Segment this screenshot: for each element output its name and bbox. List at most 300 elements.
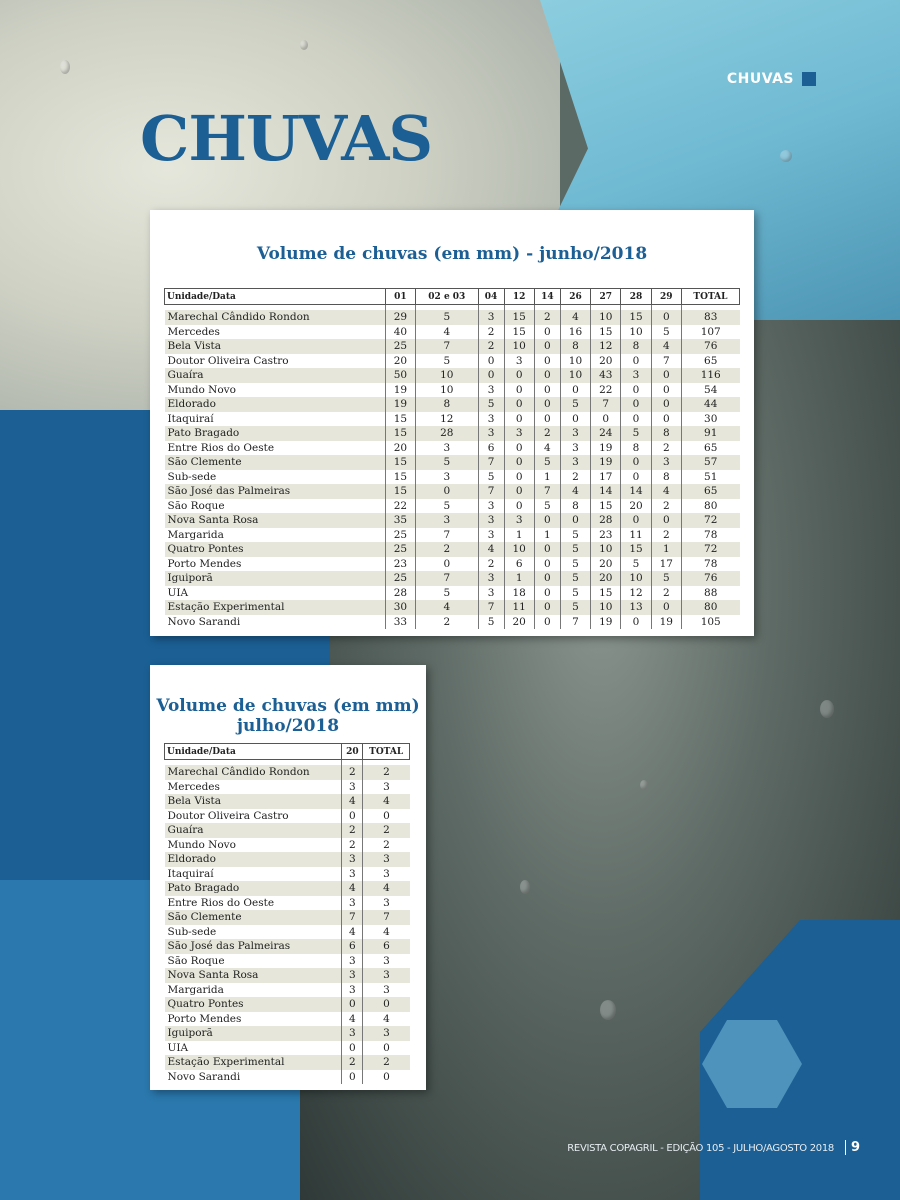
value-cell: 4 (342, 925, 363, 940)
table-row (165, 954, 410, 969)
value-cell: 2 (651, 441, 681, 456)
value-cell: 116 (681, 368, 739, 383)
footer-publication: REVISTA COPAGRIL - EDIÇÃO 105 - JULHO/AGOSTO 2018 (567, 1143, 834, 1154)
value-cell: 16 (560, 325, 590, 340)
value-cell: 15 (504, 325, 534, 340)
value-cell: 6 (363, 939, 410, 954)
unit-name-cell: São José das Palmeiras (165, 484, 386, 499)
table-row (165, 339, 740, 354)
value-cell: 40 (385, 325, 415, 340)
value-cell: 0 (504, 368, 534, 383)
table-row (165, 925, 410, 940)
value-cell: 2 (416, 615, 478, 630)
value-cell: 5 (651, 325, 681, 340)
value-cell: 3 (560, 455, 590, 470)
unit-name-cell: Mercedes (165, 780, 342, 795)
table-row (165, 383, 740, 398)
value-cell: 2 (478, 339, 504, 354)
value-cell: 2 (651, 499, 681, 514)
value-cell: 17 (651, 557, 681, 572)
value-cell: 3 (504, 354, 534, 369)
table-row (165, 528, 740, 543)
value-cell: 3 (651, 455, 681, 470)
unit-name-cell: Bela Vista (165, 339, 386, 354)
raindrop-decoration (60, 60, 70, 74)
value-cell: 7 (534, 484, 560, 499)
value-cell: 8 (621, 441, 651, 456)
value-cell: 30 (385, 600, 415, 615)
table-row (165, 1055, 410, 1070)
value-cell: 0 (621, 354, 651, 369)
table-row (165, 838, 410, 853)
value-cell: 13 (621, 600, 651, 615)
column-header: 27 (591, 289, 621, 305)
value-cell: 5 (534, 455, 560, 470)
july-table-title (150, 696, 426, 736)
value-cell: 5 (560, 571, 590, 586)
value-cell: 4 (416, 600, 478, 615)
table-row (165, 513, 740, 528)
unit-name-cell: Entre Rios do Oeste (165, 441, 386, 456)
table-row (165, 368, 740, 383)
value-cell: 10 (591, 542, 621, 557)
value-cell: 83 (681, 310, 739, 325)
unit-name-cell: Nova Santa Rosa (165, 968, 342, 983)
value-cell: 105 (681, 615, 739, 630)
unit-name-cell: São Clemente (165, 455, 386, 470)
value-cell: 0 (560, 383, 590, 398)
value-cell: 3 (363, 896, 410, 911)
unit-name-cell: Itaquiraí (165, 412, 386, 427)
table-row (165, 794, 410, 809)
column-header: 29 (651, 289, 681, 305)
value-cell: 4 (363, 925, 410, 940)
column-header: 26 (560, 289, 590, 305)
value-cell: 17 (591, 470, 621, 485)
table-body (165, 305, 740, 630)
value-cell: 0 (621, 470, 651, 485)
unit-name-cell: Margarida (165, 983, 342, 998)
value-cell: 5 (651, 571, 681, 586)
value-cell: 4 (363, 794, 410, 809)
value-cell: 0 (504, 397, 534, 412)
table-row (165, 615, 740, 630)
column-header: 20 (342, 744, 363, 760)
value-cell: 0 (534, 513, 560, 528)
value-cell: 29 (385, 310, 415, 325)
table-header-row (165, 289, 740, 305)
value-cell: 5 (416, 455, 478, 470)
unit-name-cell: Novo Sarandi (165, 615, 386, 630)
unit-name-cell: Estação Experimental (165, 600, 386, 615)
unit-name-cell: Marechal Cândido Rondon (165, 310, 386, 325)
value-cell: 20 (591, 557, 621, 572)
unit-name-cell: Doutor Oliveira Castro (165, 354, 386, 369)
column-header: 28 (621, 289, 651, 305)
value-cell: 25 (385, 542, 415, 557)
value-cell: 0 (534, 368, 560, 383)
value-cell: 19 (591, 615, 621, 630)
value-cell: 0 (651, 513, 681, 528)
value-cell: 0 (342, 1041, 363, 1056)
table-row (165, 426, 740, 441)
table-row (165, 325, 740, 340)
value-cell: 2 (651, 586, 681, 601)
value-cell: 12 (621, 586, 651, 601)
value-cell: 25 (385, 528, 415, 543)
value-cell: 3 (478, 571, 504, 586)
value-cell: 0 (651, 397, 681, 412)
value-cell: 3 (363, 867, 410, 882)
value-cell: 25 (385, 339, 415, 354)
value-cell: 20 (504, 615, 534, 630)
value-cell: 5 (478, 397, 504, 412)
unit-name-cell: Porto Mendes (165, 1012, 342, 1027)
value-cell: 5 (621, 557, 651, 572)
value-cell: 33 (385, 615, 415, 630)
value-cell: 3 (416, 513, 478, 528)
value-cell: 8 (651, 470, 681, 485)
unit-name-cell: Nova Santa Rosa (165, 513, 386, 528)
value-cell: 2 (478, 557, 504, 572)
value-cell: 78 (681, 557, 739, 572)
value-cell: 0 (621, 412, 651, 427)
table-row (165, 542, 740, 557)
unit-name-cell: UIA (165, 586, 386, 601)
value-cell: 15 (385, 484, 415, 499)
value-cell: 4 (416, 325, 478, 340)
table-row (165, 586, 740, 601)
unit-name-cell: São José das Palmeiras (165, 939, 342, 954)
value-cell: 0 (621, 383, 651, 398)
value-cell: 15 (385, 426, 415, 441)
value-cell: 0 (504, 441, 534, 456)
value-cell: 7 (478, 484, 504, 499)
value-cell: 12 (591, 339, 621, 354)
value-cell: 0 (478, 368, 504, 383)
value-cell: 23 (591, 528, 621, 543)
value-cell: 3 (342, 1026, 363, 1041)
value-cell: 0 (534, 412, 560, 427)
value-cell: 0 (504, 484, 534, 499)
value-cell: 0 (363, 809, 410, 824)
value-cell: 11 (621, 528, 651, 543)
raindrop-decoration (640, 780, 648, 790)
value-cell: 18 (504, 586, 534, 601)
june-rainfall-table (164, 288, 740, 629)
value-cell: 10 (416, 383, 478, 398)
table-row (165, 441, 740, 456)
value-cell: 1 (504, 528, 534, 543)
value-cell: 3 (342, 867, 363, 882)
value-cell: 10 (591, 600, 621, 615)
value-cell: 0 (651, 600, 681, 615)
table-row (165, 852, 410, 867)
value-cell: 50 (385, 368, 415, 383)
value-cell: 10 (504, 339, 534, 354)
table-row (165, 881, 410, 896)
value-cell: 7 (363, 910, 410, 925)
unit-name-cell: Iguiporã (165, 1026, 342, 1041)
value-cell: 4 (342, 881, 363, 896)
value-cell: 0 (534, 542, 560, 557)
table-row (165, 571, 740, 586)
value-cell: 3 (342, 968, 363, 983)
unit-name-cell: Bela Vista (165, 794, 342, 809)
value-cell: 0 (504, 412, 534, 427)
square-icon (802, 72, 816, 86)
table-row (165, 557, 740, 572)
value-cell: 4 (342, 1012, 363, 1027)
value-cell: 10 (560, 354, 590, 369)
value-cell: 0 (342, 997, 363, 1012)
table-row (165, 1026, 410, 1041)
value-cell: 20 (591, 571, 621, 586)
value-cell: 4 (534, 441, 560, 456)
raindrop-decoration (820, 700, 834, 718)
table-row (165, 412, 740, 427)
value-cell: 2 (342, 1055, 363, 1070)
unit-name-cell: Quatro Pontes (165, 997, 342, 1012)
value-cell: 10 (621, 571, 651, 586)
value-cell: 3 (478, 412, 504, 427)
value-cell: 2 (342, 823, 363, 838)
value-cell: 51 (681, 470, 739, 485)
value-cell: 3 (478, 383, 504, 398)
value-cell: 4 (651, 484, 681, 499)
value-cell: 76 (681, 571, 739, 586)
value-cell: 5 (416, 586, 478, 601)
unit-name-cell: Margarida (165, 528, 386, 543)
value-cell: 1 (534, 470, 560, 485)
value-cell: 3 (478, 513, 504, 528)
value-cell: 2 (560, 470, 590, 485)
value-cell: 65 (681, 441, 739, 456)
value-cell: 7 (651, 354, 681, 369)
value-cell: 14 (591, 484, 621, 499)
value-cell: 2 (534, 310, 560, 325)
value-cell: 35 (385, 513, 415, 528)
value-cell: 0 (504, 455, 534, 470)
value-cell: 28 (591, 513, 621, 528)
value-cell: 19 (651, 615, 681, 630)
unit-name-cell: Itaquiraí (165, 867, 342, 882)
table-row (165, 1070, 410, 1085)
unit-name-cell: Entre Rios do Oeste (165, 896, 342, 911)
value-cell: 0 (534, 557, 560, 572)
column-header: TOTAL (363, 744, 410, 760)
table-row (165, 1041, 410, 1056)
value-cell: 3 (416, 470, 478, 485)
value-cell: 0 (560, 412, 590, 427)
value-cell: 65 (681, 354, 739, 369)
value-cell: 3 (363, 852, 410, 867)
value-cell: 0 (504, 499, 534, 514)
value-cell: 5 (416, 310, 478, 325)
value-cell: 12 (416, 412, 478, 427)
value-cell: 3 (342, 954, 363, 969)
value-cell: 7 (342, 910, 363, 925)
value-cell: 15 (591, 499, 621, 514)
value-cell: 3 (342, 896, 363, 911)
table-row (165, 983, 410, 998)
value-cell: 3 (342, 983, 363, 998)
value-cell: 4 (363, 881, 410, 896)
unit-name-cell: Porto Mendes (165, 557, 386, 572)
value-cell: 10 (416, 368, 478, 383)
unit-name-cell: UIA (165, 1041, 342, 1056)
value-cell: 5 (560, 586, 590, 601)
value-cell: 3 (478, 528, 504, 543)
table-row (165, 765, 410, 780)
raindrop-decoration (780, 150, 792, 162)
value-cell: 22 (385, 499, 415, 514)
value-cell: 20 (385, 354, 415, 369)
value-cell: 3 (416, 441, 478, 456)
value-cell: 5 (478, 615, 504, 630)
unit-name-cell: Eldorado (165, 397, 386, 412)
value-cell: 15 (385, 470, 415, 485)
value-cell: 20 (621, 499, 651, 514)
value-cell: 1 (651, 542, 681, 557)
value-cell: 3 (478, 310, 504, 325)
value-cell: 3 (363, 954, 410, 969)
column-header: Unidade/Data (165, 744, 342, 760)
value-cell: 15 (621, 542, 651, 557)
value-cell: 0 (651, 368, 681, 383)
value-cell: 72 (681, 542, 739, 557)
value-cell: 0 (363, 1070, 410, 1085)
value-cell: 28 (385, 586, 415, 601)
value-cell: 15 (591, 325, 621, 340)
table-row (165, 397, 740, 412)
value-cell: 72 (681, 513, 739, 528)
value-cell: 0 (651, 412, 681, 427)
july-rainfall-card (150, 665, 426, 1090)
unit-name-cell: Quatro Pontes (165, 542, 386, 557)
value-cell: 80 (681, 499, 739, 514)
value-cell: 54 (681, 383, 739, 398)
unit-name-cell: São Roque (165, 499, 386, 514)
unit-name-cell: São Roque (165, 954, 342, 969)
column-header: 12 (504, 289, 534, 305)
value-cell: 25 (385, 571, 415, 586)
value-cell: 0 (621, 397, 651, 412)
value-cell: 0 (534, 354, 560, 369)
value-cell: 15 (385, 412, 415, 427)
value-cell: 0 (534, 383, 560, 398)
value-cell: 2 (478, 325, 504, 340)
value-cell: 5 (560, 557, 590, 572)
table-row (165, 470, 740, 485)
unit-name-cell: Novo Sarandi (165, 1070, 342, 1085)
value-cell: 0 (363, 1041, 410, 1056)
value-cell: 24 (591, 426, 621, 441)
table-row (165, 809, 410, 824)
value-cell: 3 (478, 586, 504, 601)
raindrop-decoration (520, 880, 530, 894)
value-cell: 107 (681, 325, 739, 340)
value-cell: 3 (363, 968, 410, 983)
value-cell: 0 (591, 412, 621, 427)
value-cell: 19 (385, 397, 415, 412)
value-cell: 3 (363, 1026, 410, 1041)
value-cell: 3 (504, 513, 534, 528)
value-cell: 44 (681, 397, 739, 412)
value-cell: 0 (534, 339, 560, 354)
value-cell: 4 (478, 542, 504, 557)
unit-name-cell: Iguiporã (165, 571, 386, 586)
value-cell: 5 (416, 499, 478, 514)
unit-name-cell: Sub-sede (165, 470, 386, 485)
value-cell: 65 (681, 484, 739, 499)
value-cell: 10 (560, 368, 590, 383)
june-rainfall-card (150, 210, 754, 636)
value-cell: 30 (681, 412, 739, 427)
value-cell: 7 (416, 339, 478, 354)
value-cell: 6 (478, 441, 504, 456)
value-cell: 0 (651, 383, 681, 398)
value-cell: 15 (591, 586, 621, 601)
value-cell: 14 (621, 484, 651, 499)
value-cell: 43 (591, 368, 621, 383)
table-row (165, 939, 410, 954)
unit-name-cell: Doutor Oliveira Castro (165, 809, 342, 824)
value-cell: 4 (560, 484, 590, 499)
value-cell: 78 (681, 528, 739, 543)
value-cell: 20 (591, 354, 621, 369)
value-cell: 0 (504, 383, 534, 398)
value-cell: 5 (560, 397, 590, 412)
value-cell: 4 (560, 310, 590, 325)
value-cell: 19 (591, 441, 621, 456)
value-cell: 15 (621, 310, 651, 325)
value-cell: 0 (651, 310, 681, 325)
value-cell: 0 (534, 615, 560, 630)
unit-name-cell: Mundo Novo (165, 838, 342, 853)
section-tag (727, 71, 816, 87)
value-cell: 1 (534, 528, 560, 543)
value-cell: 3 (560, 441, 590, 456)
value-cell: 6 (504, 557, 534, 572)
value-cell: 0 (478, 354, 504, 369)
value-cell: 0 (621, 455, 651, 470)
unit-name-cell: São Clemente (165, 910, 342, 925)
table-row (165, 1012, 410, 1027)
value-cell: 1 (504, 571, 534, 586)
july-title-line1: Volume de chuvas (em mm) (156, 696, 420, 716)
value-cell: 8 (651, 426, 681, 441)
july-rainfall-table (164, 743, 410, 1084)
value-cell: 2 (363, 823, 410, 838)
unit-name-cell: Mercedes (165, 325, 386, 340)
table-row (165, 968, 410, 983)
unit-name-cell: Mundo Novo (165, 383, 386, 398)
unit-name-cell: Marechal Cândido Rondon (165, 765, 342, 780)
column-header: 02 e 03 (416, 289, 478, 305)
table-header-row (165, 744, 410, 760)
value-cell: 4 (363, 1012, 410, 1027)
value-cell: 3 (478, 426, 504, 441)
table-row (165, 780, 410, 795)
value-cell: 0 (534, 397, 560, 412)
column-header: 04 (478, 289, 504, 305)
value-cell: 5 (478, 470, 504, 485)
value-cell: 0 (534, 600, 560, 615)
value-cell: 0 (416, 484, 478, 499)
value-cell: 0 (363, 997, 410, 1012)
value-cell: 19 (591, 455, 621, 470)
